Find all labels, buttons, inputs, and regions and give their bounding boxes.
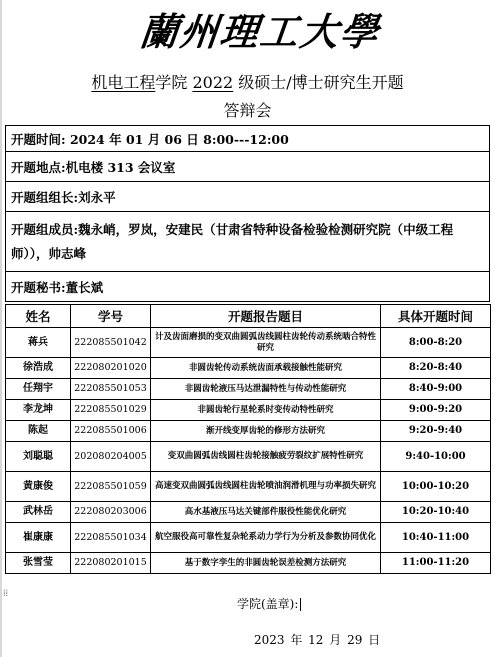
table-row bbox=[6, 442, 491, 472]
student-name[interactable]: 李龙坤 bbox=[6, 400, 71, 421]
report-topic[interactable]: 渐开线变厚齿轮的修形方法研究 bbox=[151, 421, 381, 442]
info-members[interactable]: 开题组成员:魏永峭，罗岚，安建民（甘肃省特种设备检验检测研究院（中级工程师）），帅志峰 bbox=[6, 212, 490, 272]
header-topic[interactable]: 开题报告题目 bbox=[151, 305, 381, 328]
report-topic[interactable]: 非圆齿轮行星轮系时变传动特性研究 bbox=[151, 400, 381, 421]
drag-handle-icon[interactable]: ⁞⁞ bbox=[3, 589, 9, 599]
table-row bbox=[6, 328, 491, 358]
student-name[interactable]: 任翔宇 bbox=[6, 379, 71, 400]
title-year: 2022 bbox=[192, 73, 234, 92]
header-time[interactable]: 具体开题时间 bbox=[381, 305, 491, 328]
info-table bbox=[5, 125, 490, 302]
table-row bbox=[6, 421, 491, 442]
seal-line bbox=[237, 595, 301, 612]
student-id[interactable]: 202080204005 bbox=[71, 442, 151, 472]
student-id[interactable]: 222085501042 bbox=[71, 328, 151, 358]
defense-time[interactable]: 10:00-10:20 bbox=[381, 472, 491, 502]
student-name[interactable]: 崔康康 bbox=[6, 523, 71, 553]
title-xueyuan: 学院 bbox=[155, 73, 188, 92]
info-place[interactable]: 开题地点:机电楼 313 会议室 bbox=[6, 152, 490, 182]
table-row bbox=[6, 472, 491, 502]
student-name[interactable]: 黄康俊 bbox=[6, 472, 71, 502]
table-row bbox=[6, 358, 491, 379]
table-row bbox=[6, 523, 491, 553]
seal-label: 学院(盖章): bbox=[237, 597, 299, 611]
defense-time[interactable]: 9:00-9:20 bbox=[381, 400, 491, 421]
report-topic[interactable]: 高水基液压马达关键部件服役性能优化研究 bbox=[151, 502, 381, 523]
report-topic[interactable]: 非圆齿轮液压马达泄漏特性与传动性能研究 bbox=[151, 379, 381, 400]
defense-time[interactable]: 9:20-9:40 bbox=[381, 421, 491, 442]
student-name[interactable]: 刘聪聪 bbox=[6, 442, 71, 472]
document-title-line2: 答辩会 bbox=[223, 101, 272, 120]
report-topic[interactable]: 非圆齿轮传动系统齿面承载接触性能研究 bbox=[151, 358, 381, 379]
title-rest: 级硕士/博士研究生开题 bbox=[238, 73, 404, 92]
student-id[interactable]: 222085501029 bbox=[71, 400, 151, 421]
report-topic[interactable]: 基于数字孪生的非圆齿轮误差检测方法研究 bbox=[151, 553, 381, 574]
info-time[interactable]: 开题时间: 2024 年 01 月 06 日 8:00---12:00 bbox=[6, 126, 490, 152]
student-id[interactable]: 222080201020 bbox=[71, 358, 151, 379]
document-title bbox=[0, 70, 495, 93]
student-id[interactable]: 222085501006 bbox=[71, 421, 151, 442]
defense-time[interactable]: 9:40-10:00 bbox=[381, 442, 491, 472]
info-leader[interactable]: 开题组组长:刘永平 bbox=[6, 182, 490, 212]
student-id[interactable]: 222080203006 bbox=[71, 502, 151, 523]
report-topic[interactable]: 航空服役高可靠性复杂轮系动力学行为分析及参数协同优化 bbox=[151, 523, 381, 553]
student-id[interactable]: 222080201015 bbox=[71, 553, 151, 574]
schedule-table bbox=[5, 304, 491, 574]
defense-time[interactable]: 8:40-9:00 bbox=[381, 379, 491, 400]
student-id[interactable]: 222085501053 bbox=[71, 379, 151, 400]
table-row bbox=[6, 379, 491, 400]
title-dept: 机电工程 bbox=[91, 73, 156, 92]
student-name[interactable]: 张雪莹 bbox=[6, 553, 71, 574]
student-name[interactable]: 陈起 bbox=[6, 421, 71, 442]
header-id[interactable]: 学号 bbox=[71, 305, 151, 328]
student-name[interactable]: 蒋兵 bbox=[6, 328, 71, 358]
student-id[interactable]: 222085501059 bbox=[71, 472, 151, 502]
table-row bbox=[6, 502, 491, 523]
defense-time[interactable]: 10:40-11:00 bbox=[381, 523, 491, 553]
schedule-header-row bbox=[6, 305, 491, 328]
report-topic[interactable]: 高速变双曲圆弧齿线圆柱齿轮喷油润滑机理与功率损失研究 bbox=[151, 472, 381, 502]
table-row bbox=[6, 553, 491, 574]
defense-time[interactable]: 10:20-10:40 bbox=[381, 502, 491, 523]
document-date: 2023 年 12 月 29 日 bbox=[254, 633, 381, 647]
defense-time[interactable]: 8:20-8:40 bbox=[381, 358, 491, 379]
student-name[interactable]: 武林岳 bbox=[6, 502, 71, 523]
student-name[interactable]: 徐浩成 bbox=[6, 358, 71, 379]
text-cursor bbox=[300, 598, 301, 611]
university-logo: 蘭州理工大學 bbox=[137, 9, 383, 54]
info-secretary[interactable]: 开题秘书:董长斌 bbox=[6, 272, 490, 302]
student-id[interactable]: 222085501034 bbox=[71, 523, 151, 553]
header-name[interactable]: 姓名 bbox=[6, 305, 71, 328]
defense-time[interactable]: 11:00-11:20 bbox=[381, 553, 491, 574]
report-topic[interactable]: 变双曲圆弧齿线圆柱齿轮接触疲劳裂纹扩展特性研究 bbox=[151, 442, 381, 472]
report-topic[interactable]: 计及齿面磨损的变双曲圆弧齿线圆柱齿轮传动系统啮合特性研究 bbox=[151, 328, 381, 358]
table-row bbox=[6, 400, 491, 421]
defense-time[interactable]: 8:00-8:20 bbox=[381, 328, 491, 358]
